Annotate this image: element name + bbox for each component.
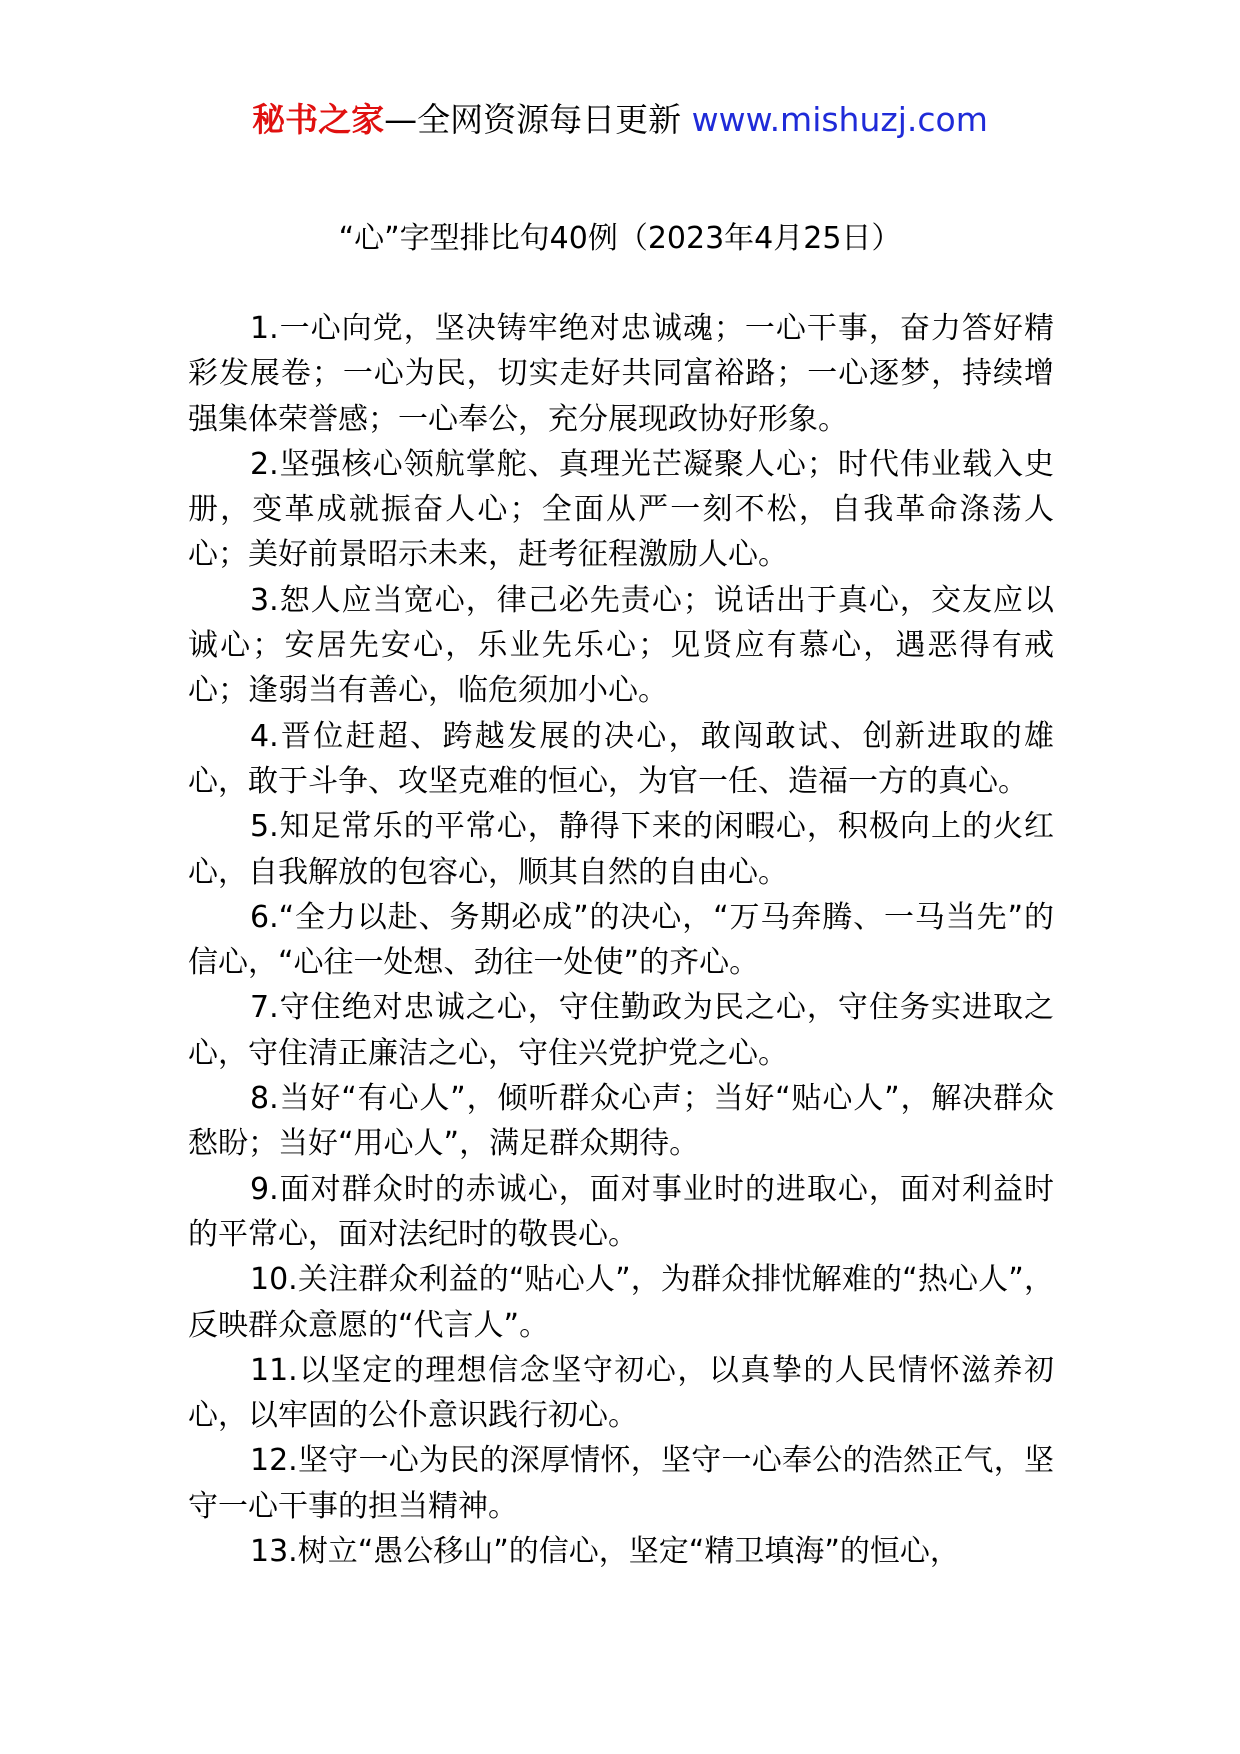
document-title: “心”字型排比句40例（2023年4月25日） (338, 221, 902, 256)
paragraph-1: 1.一心向党，坚决铸牢绝对忠诚魂；一心干事，奋力答好精彩发展卷；一心为民，切实走好共同富裕路；一心逐梦，持续增强集体荣誉感；一心奉公，充分展现政协好形象。 (188, 311, 1054, 437)
paragraph-10: 10.关注群众利益的“贴心人”，为群众排忧解难的“热心人”，反映群众意愿的“代言人”。 (188, 1262, 1054, 1343)
paragraph-4: 4.晋位赶超、跨越发展的决心，敢闯敢试、创新进取的雄心，敢于斗争、攻坚克难的恒心，为官一任、造福一方的真心。 (188, 718, 1054, 799)
paragraph-12: 12.坚守一心为民的深厚情怀，坚守一心奉公的浩然正气，坚守一心干事的担当精神。 (188, 1443, 1054, 1524)
paragraph-3: 3.恕人应当宽心，律己必先责心；说话出于真心，交友应以诚心；安居先安心，乐业先乐心；见贤应有慕心，遇恶得有戒心；逢弱当有善心，临危须加小心。 (188, 582, 1054, 709)
paragraph-13: 13.树立“愚公移山”的信心，坚定“精卫填海”的恒心， (250, 1534, 960, 1570)
paragraph-11: 11.以坚定的理想信念坚守初心，以真挚的人民情怀滋养初心，以牢固的公仆意识践行初心。 (188, 1352, 1054, 1434)
paragraph-6: 6.“全力以赴、务期必成”的决心，“万马奔腾、一马当先”的信心，“心往一处想、劲往一处使”的齐心。 (188, 899, 1054, 981)
site-url-link[interactable]: www.mishuzj.com (691, 100, 988, 139)
paragraph-5: 5.知足常乐的平常心，静得下来的闲暇心，积极向上的火红心，自我解放的包容心，顺其自然的自由心。 (188, 809, 1054, 890)
site-header (0, 98, 1240, 142)
header-tagline: —全网资源每日更新 (384, 100, 682, 139)
paragraph-7: 7.守住绝对忠诚之心，守住勤政为民之心，守住务实进取之心，守住清正廉洁之心，守住兴党护党之心。 (188, 990, 1054, 1071)
paragraph-8: 8.当好“有心人”，倾听群众心声；当好“贴心人”，解决群众愁盼；当好“用心人”，满足群众期待。 (188, 1081, 1054, 1162)
paragraph-9: 9.面对群众时的赤诚心，面对事业时的进取心，面对利益时的平常心，面对法纪时的敬畏心。 (188, 1171, 1054, 1252)
paragraph-2: 2.坚强核心领航掌舵、真理光芒凝聚人心；时代伟业载入史册，变革成就振奋人心；全面从严一刻不松，自我革命涤荡人心；美好前景昭示未来，赶考征程激励人心。 (188, 446, 1054, 573)
brand-name: 秘书之家 (252, 100, 385, 139)
document-body (188, 306, 1054, 1574)
